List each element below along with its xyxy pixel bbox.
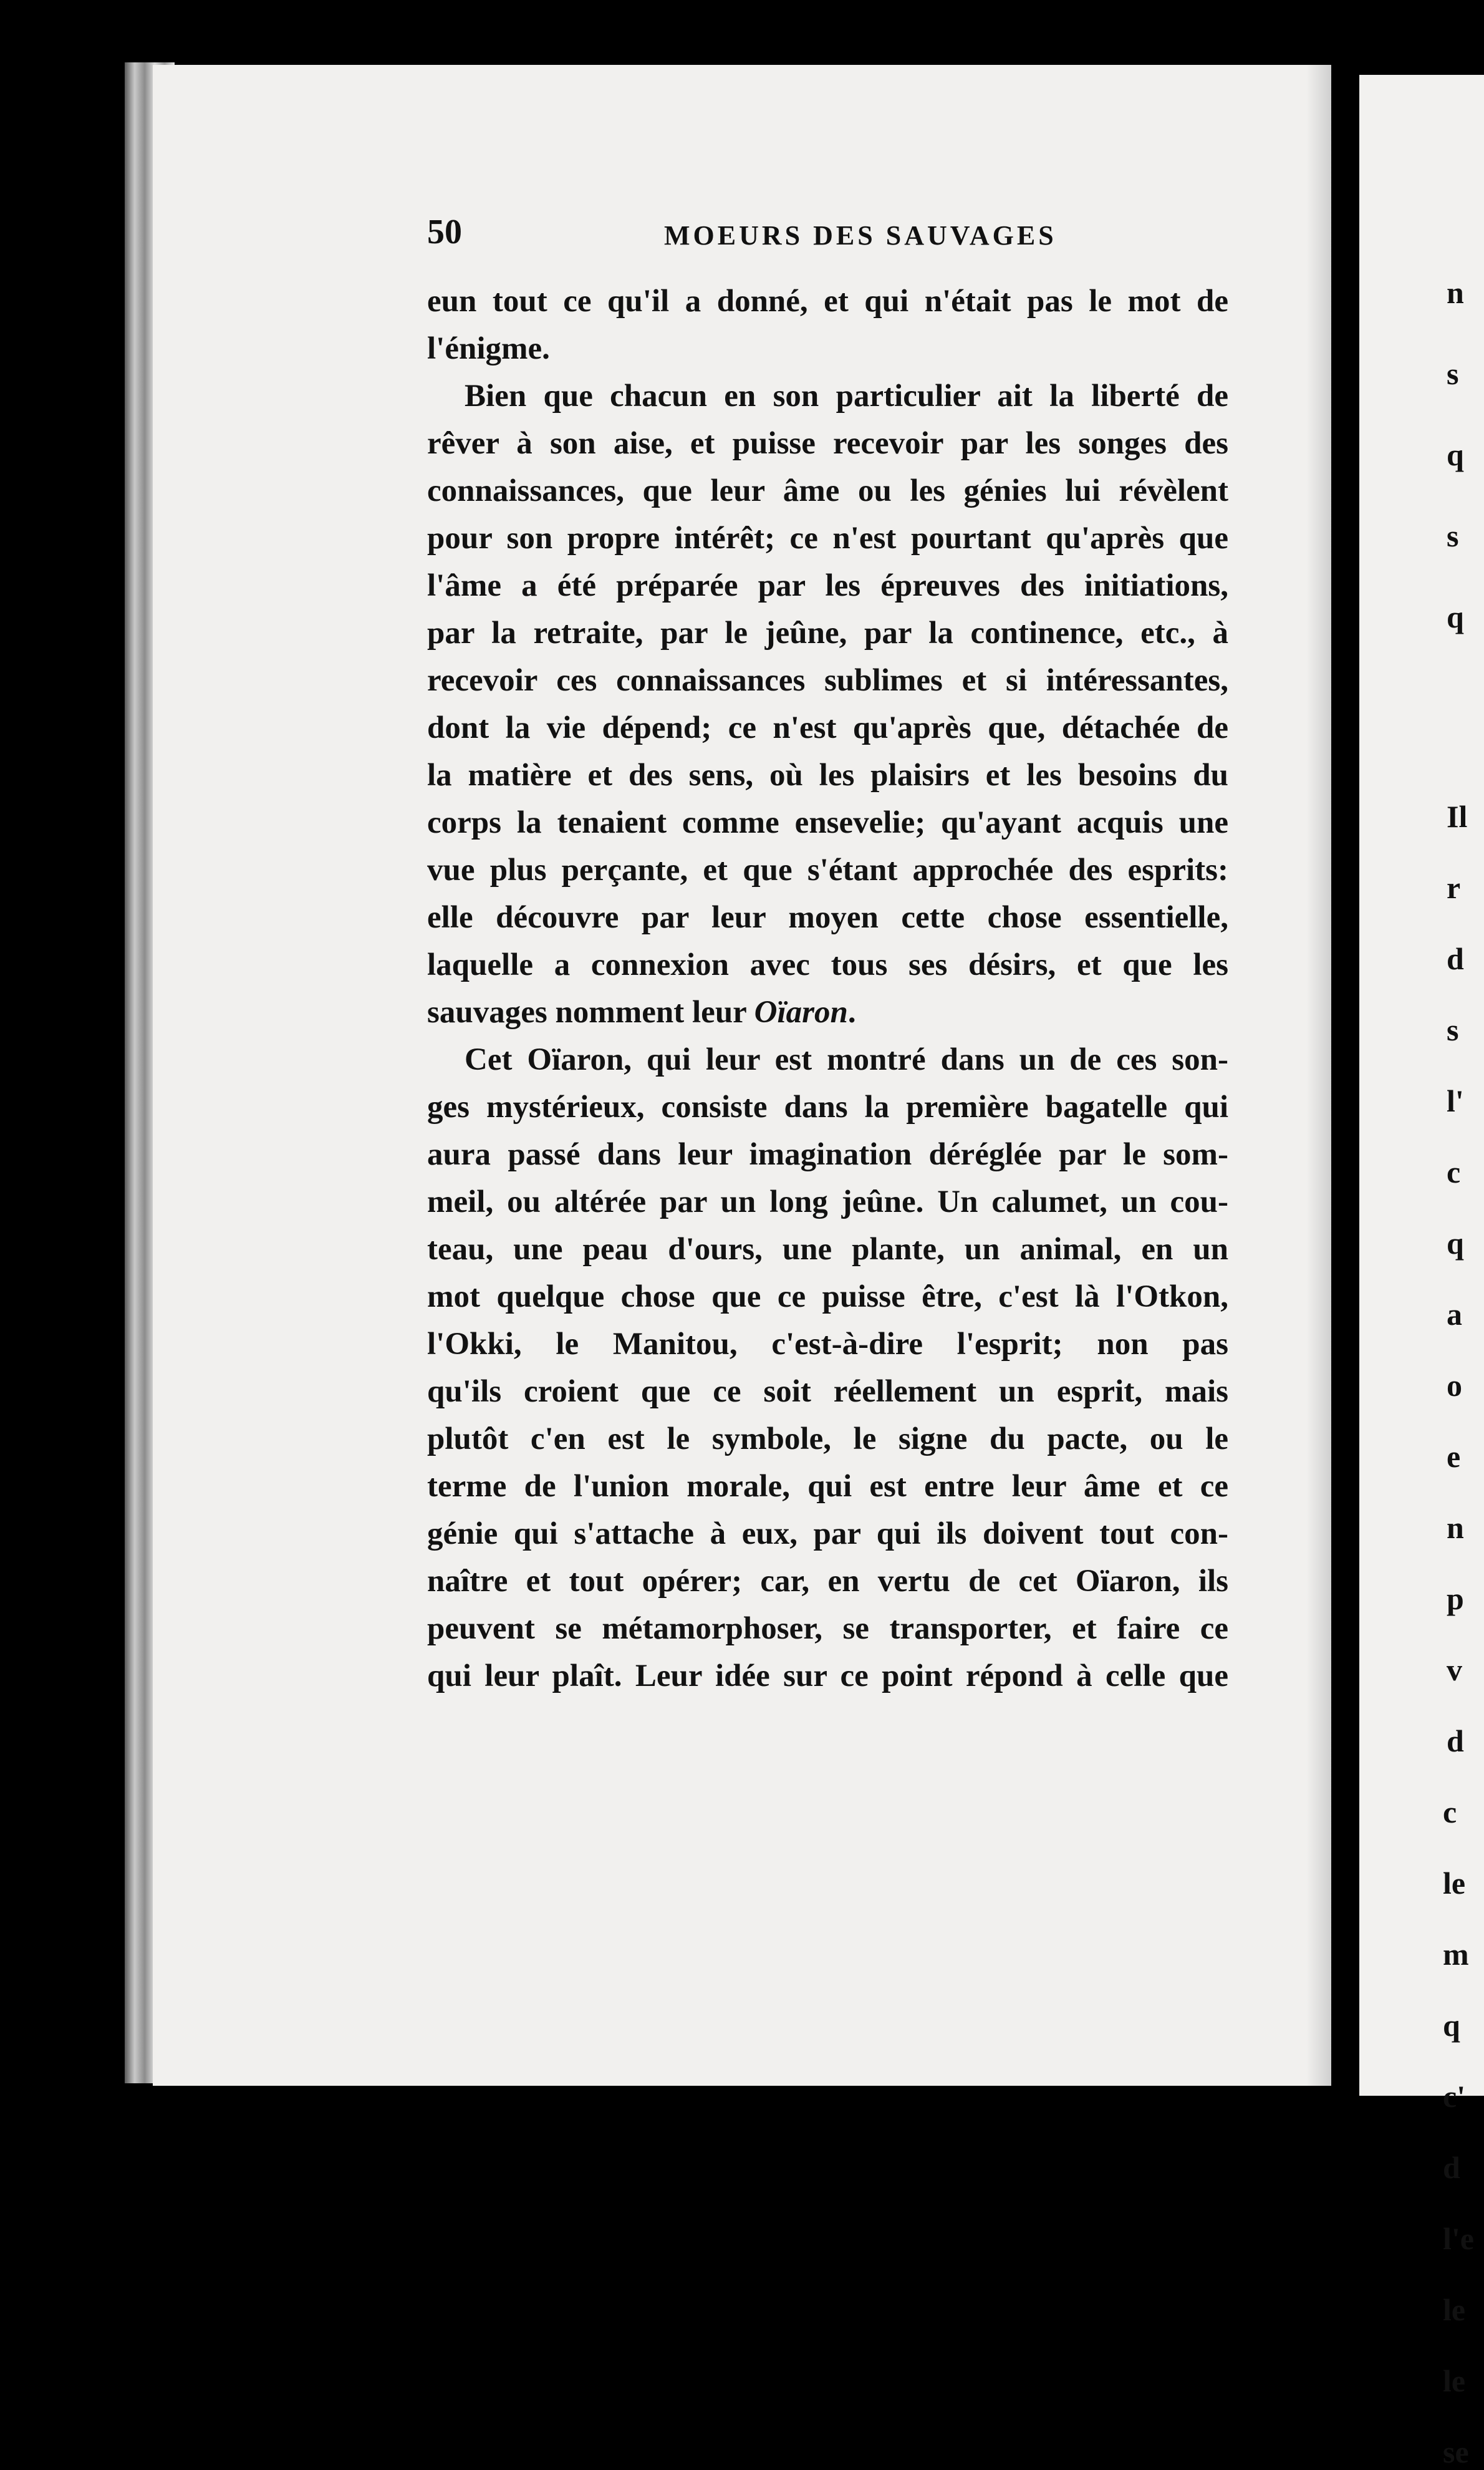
text-line: dont la vie dépend; ce n'est qu'après que, détachée de xyxy=(427,710,1228,745)
text-line: rêver à son aise, et puisse recevoir par les songes des xyxy=(427,426,1228,461)
text-line: Bien que chacun en son particulier ait la liberté de xyxy=(465,379,1228,414)
right-page-fragment: d xyxy=(1443,2150,1460,2185)
right-page-fragment: n xyxy=(1447,275,1464,310)
text-line: l'âme a été préparée par les épreuves des initiations, xyxy=(427,568,1228,603)
text-line xyxy=(427,989,1228,1036)
text-line: terme de l'union morale, qui est entre leur âme et ce xyxy=(427,1469,1228,1504)
right-page-fragment: v xyxy=(1447,1652,1462,1687)
right-page-fragment: l'e xyxy=(1443,2221,1474,2256)
text-segment: . xyxy=(847,995,856,1030)
text-line: vue plus perçante, et que s'étant approchée des esprits: xyxy=(427,853,1228,888)
right-page-fragment: e xyxy=(1447,1439,1461,1474)
text-line: génie qui s'attache à eux, par qui ils doivent tout con- xyxy=(427,1516,1228,1551)
text-line: qui leur plaît. Leur idée sur ce point répond à celle que xyxy=(427,1659,1228,1693)
running-title: MOEURS DES SAUVAGES xyxy=(664,220,1057,251)
right-page-fragment: q xyxy=(1447,437,1464,472)
right-page-fragment: o xyxy=(1447,1368,1462,1403)
text-line: recevoir ces connaissances sublimes et si intéressantes, xyxy=(427,663,1228,698)
text-segment: sauvages nomment leur xyxy=(427,995,754,1030)
page-number: 50 xyxy=(427,213,462,251)
text-line: elle découvre par leur moyen cette chose essentielle, xyxy=(427,900,1228,935)
gutter-shadow xyxy=(1306,65,1331,2086)
text-line: mot quelque chose que ce puisse être, c'est là l'Otkon, xyxy=(427,1279,1228,1314)
right-page-fragment: d xyxy=(1447,1723,1464,1758)
text-line: qu'ils croient que ce soit réellement un esprit, mais xyxy=(427,1374,1228,1409)
right-page-fragment: s xyxy=(1447,1012,1459,1047)
right-page-fragment: d xyxy=(1447,941,1464,976)
italic-term: Oïaron xyxy=(754,995,848,1030)
right-page-fragment: r xyxy=(1447,870,1461,905)
right-page-fragment: m xyxy=(1443,1937,1469,1972)
right-page-fragment: c xyxy=(1447,1155,1461,1189)
text-line: connaissances, que leur âme ou les génies lui révèlent xyxy=(427,473,1228,508)
text-line: meil, ou altérée par un long jeûne. Un calumet, un cou- xyxy=(427,1184,1228,1219)
text-line: teau, une peau d'ours, une plante, un animal, en un xyxy=(427,1232,1228,1267)
right-page-fragment: se xyxy=(1443,2434,1469,2469)
text-line: l'énigme. xyxy=(427,331,550,366)
text-line: naître et tout opérer; car, en vertu de cet Oïaron, ils xyxy=(427,1564,1228,1599)
body-text xyxy=(427,278,1228,1700)
right-page-fragment: le xyxy=(1443,2363,1466,2398)
right-page-fragment: a xyxy=(1447,1297,1462,1332)
right-page-fragment: p xyxy=(1447,1581,1464,1616)
text-line: peuvent se métamorphoser, se transporter, et faire ce xyxy=(427,1611,1228,1646)
right-page-fragment: c' xyxy=(1443,2079,1466,2114)
right-page-fragment: q xyxy=(1447,599,1464,634)
right-page-fragment: q xyxy=(1447,1226,1464,1261)
right-page-fragment: s xyxy=(1447,518,1459,553)
right-page-fragment: le xyxy=(1443,2292,1466,2327)
right-page-fragment: Il xyxy=(1447,799,1468,834)
text-line: Cet Oïaron, qui leur est montré dans un de ces son- xyxy=(465,1042,1228,1077)
text-line: eun tout ce qu'il a donné, et qui n'était pas le mot de xyxy=(427,284,1228,319)
text-line: l'Okki, le Manitou, c'est-à-dire l'esprit; non pas xyxy=(427,1327,1228,1362)
text-line: la matière et des sens, où les plaisirs et les besoins du xyxy=(427,758,1228,793)
right-page-fragment: l' xyxy=(1447,1083,1464,1118)
text-line: ges mystérieux, consiste dans la première bagatelle qui xyxy=(427,1090,1228,1125)
text-line: laquelle a connexion avec tous ses désirs, et que les xyxy=(427,947,1228,982)
right-page xyxy=(1359,75,1484,2096)
text-line: aura passé dans leur imagination déréglée par le som- xyxy=(427,1137,1228,1172)
right-page-fragment: le xyxy=(1443,1866,1466,1901)
right-page-fragment: c xyxy=(1443,1794,1457,1829)
right-page-fragment: n xyxy=(1447,1510,1464,1545)
right-page-fragment: q xyxy=(1443,2008,1460,2043)
text-line: pour son propre intérêt; ce n'est pourtant qu'après que xyxy=(427,521,1228,556)
text-line: corps la tenaient comme ensevelie; qu'ayant acquis une xyxy=(427,805,1228,840)
text-line: par la retraite, par le jeûne, par la continence, etc., à xyxy=(427,616,1228,651)
right-page-fragment: s xyxy=(1447,356,1459,391)
text-line: plutôt c'en est le symbole, le signe du pacte, ou le xyxy=(427,1421,1228,1456)
